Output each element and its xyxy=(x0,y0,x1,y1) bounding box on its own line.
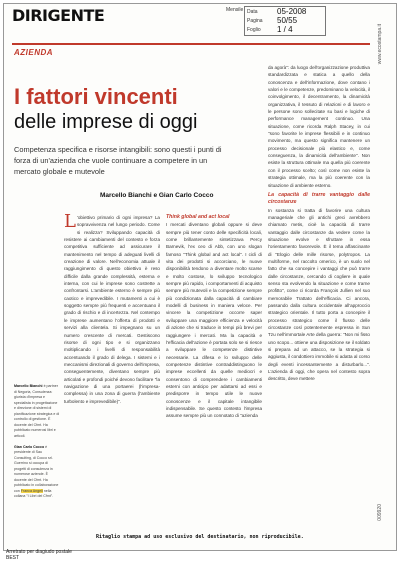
meta-label-date: Data xyxy=(247,9,258,15)
col3-body: da agorà": da luogo dell'organizzazione produttiva standardizzata e statica a quello della conoscenza e dell'informazione, dove contano i valori e le competenze, predominano la velocità, il coinvolgimento, il decentramento, la dinamicità organizzativa, il tessuto di relazioni e di lavoro e le persone sono sollecitate su basi e logiche di performance management continuo. Una situazione, come ricorda Ralph Stacey, in cui "sono favorite le imprese flessibili e in continuo movimento, ma questo significa mantenere un processo decisionale più elastico e, come conseguenza, la dinamicità dell'ambiente". Non esiste la struttura ottimale ma quella più coerente con il processo scelto; così come non esiste la strategia ottimale, ma la più coerente con la situazione di ambiente esterno. xyxy=(268,65,370,188)
clipping-header xyxy=(4,4,396,34)
bio-name-2: Gian Carlo Cocco xyxy=(14,444,45,449)
drop-cap: L xyxy=(64,214,76,232)
col2-body: I mercati diventano globali oppure si deve sempre più tener conto delle specificità locali, come brillantemente sintetizzava Percy Barnevik, l'ex ceo di Abb, con uno slogan famoso "Think global and act local". I cicli di vita dei prodotti si accorciano, le nuove disponibilità tendono a diventare molto scarse e molto costose, lo sviluppo tecnologico sempre più rapido, i comportamenti di acquisto sempre più mutevoli e la competizione sempre più condizionata dalla capacità di cambiare modelli di business in maniera veloce. Per vincere la competizione occorre saper sviluppare una maggiore efficienza e velocità di azione che si traduce in tempi più brevi per raggiungere i mercati. Ma la capacità e l'efficacia dell'azione è portata solo se si riesce a sviluppare le competenze distintive necessarie. La difesa e lo sviluppo delle competenze distintive contraddistinguono le imprese eccellenti da quelle mediocri e consentono di comprendere i cambiamenti esterni con anticipo per adattarsi ad essi e predisporre in tempo utile le nuove conoscenze e il capitale intangibile indispensabile. Se questo contesto l'impresa assume sempre più un connotato di "azienda xyxy=(166,222,262,419)
article-column-1 xyxy=(64,214,160,532)
section-rule xyxy=(12,43,370,45)
side-url: www.ecostampa.it xyxy=(377,24,383,65)
frequency-label: Mensile xyxy=(226,7,244,13)
footer-line-1: Arretrato per diagiudo postale xyxy=(6,549,72,555)
col2-heading: Think global and act local xyxy=(166,214,230,220)
article-title-line1: I fattori vincenti xyxy=(14,84,178,109)
article-deck: Competenza specifica e risorse intangibili: sono questi i punti di forza di un'azienda che vuole continuare a competere in un mercato globale e mutevole xyxy=(14,145,222,176)
col3-body-2: In sostanza si tratta di favorire una cultura manageriale che gli antichi greci avrebbero chiamato metis, cioè la capacità di trarre vantaggio dalle circostanze da vedere come la situazione evolve e sfruttare in essa l'orientamento favorevole. È il tema affascinante di "Elogio delle mille risorse, polytropos. La multiforme, nel raccolto omerico, è un suolo nel fatto che sa concepire i vantaggi che può trarre dalle circostanze, cercando di cogliere in quale senso sta evolvendo la situazione e come trarne profitto", come ci ricorda François Jullien nel suo memorabile Trattato dell'efficacia. Ci ancora, passando dalla cultura occidentale all'approccio strategico orientale. Il tutto porta a concepire il processo strategico come il flusso delle circostanze così potentemente espressa in Sun Tzu nell'immortale Arte della guerra: "Non mi fisso uno scopo... ottiene una disposizione se il soldato si prepara ad un attacco, se la strategia si aggiusta, il condottiero immobile si adatta al corso degli eventi incessantemente a disturbarlo...". L'azienda di oggi, che opera nel contesto sopra descritto, deve mettere xyxy=(268,207,370,382)
newspaper-clipping xyxy=(3,3,397,551)
footer-line-2: BEST xyxy=(6,555,20,561)
bio-text-3: nella collana "I Libri del Cfmt". xyxy=(14,488,54,498)
metadata-box xyxy=(244,6,326,36)
section-label: AZIENDA xyxy=(14,48,54,57)
meta-label-page: Pagina xyxy=(247,18,263,24)
meta-value-sheet: 1 / 4 xyxy=(277,25,293,34)
meta-label-sheet: Foglio xyxy=(247,27,261,33)
article-column-2 xyxy=(166,214,262,532)
meta-value-page: 50/55 xyxy=(277,16,298,25)
col3-heading: La capacità di trarre vantaggio dalle circostanze xyxy=(268,191,370,206)
publication-name: DIRIGENTE xyxy=(12,6,105,25)
bio-text-2: è presidente di Sau Consulting, di Cocco srl. Guerrino si occupa di progetti di consulenza in numerose aziende. È docente del Cfmt. Ha pubblicato in collaborazione con xyxy=(14,444,59,493)
col1-body: 'obiettivo primario di ogni impresa? La sopravvivenza nel lungo periodo. Come si realizza? Sviluppando capacità di resistere ai cambiamenti del contesto e forza competitiva sufficiente ad assicurare il mantenimento nel tempo di adeguati livelli di creazione di valore. Nell'economia attuale il raggiungimento di questo obiettivo è reso difficile dalla grande complessità, esterna e interna, con cui le imprese sono costrette a confrontarsi. L'ambiente esterno è sempre più caotico e imprevedibile. I mutamenti a cui è soggetto sempre più frequenti e accentuano il grado di rischio e di incertezza. Nel contempo le imprese aumentano l'offerta di prodotti e servizi alla clientela. Si impegnano su un numero crescente di mercati. Gestiscono risorse di ogni tipo e si organizzano moltiplicando i livelli di responsabilità accentuando il grado di delega. I sistemi e i meccanismi direzionali di governo dell'impresa, conseguentemente, diventano sempre più articolati e profondi poiché devono facilitare "la navigazione di una portaerei (l'impresa-complessa) in una zona di guerra (l'ambiente turbolento e imprevedibile)". xyxy=(64,215,160,404)
article-column-3 xyxy=(268,64,370,532)
side-code: 009920 xyxy=(377,504,383,521)
bio-highlight: Franca Angeli xyxy=(20,488,43,493)
article-byline: Marcello Bianchi e Gian Carlo Cocco xyxy=(100,192,214,199)
article-title-line2: delle imprese di oggi xyxy=(14,111,198,133)
bio-text-1: è partner di Negoria, Consulenza: giurista d'impresa e specialista in progettazione e direzione di sistemi di pianificazione strategica e di controllo di gestione. È docente del Cfmt. Ha pubblicato numerosi libri e articoli. xyxy=(14,384,60,438)
meta-value-date: 05-2008 xyxy=(277,7,307,16)
author-bio xyxy=(14,384,60,500)
copyright-notice: Ritaglio stampa ad uso esclusivo del destinatario, non riproducibile. xyxy=(96,534,304,540)
bio-name-1: Marcello Bianchi xyxy=(14,384,43,388)
